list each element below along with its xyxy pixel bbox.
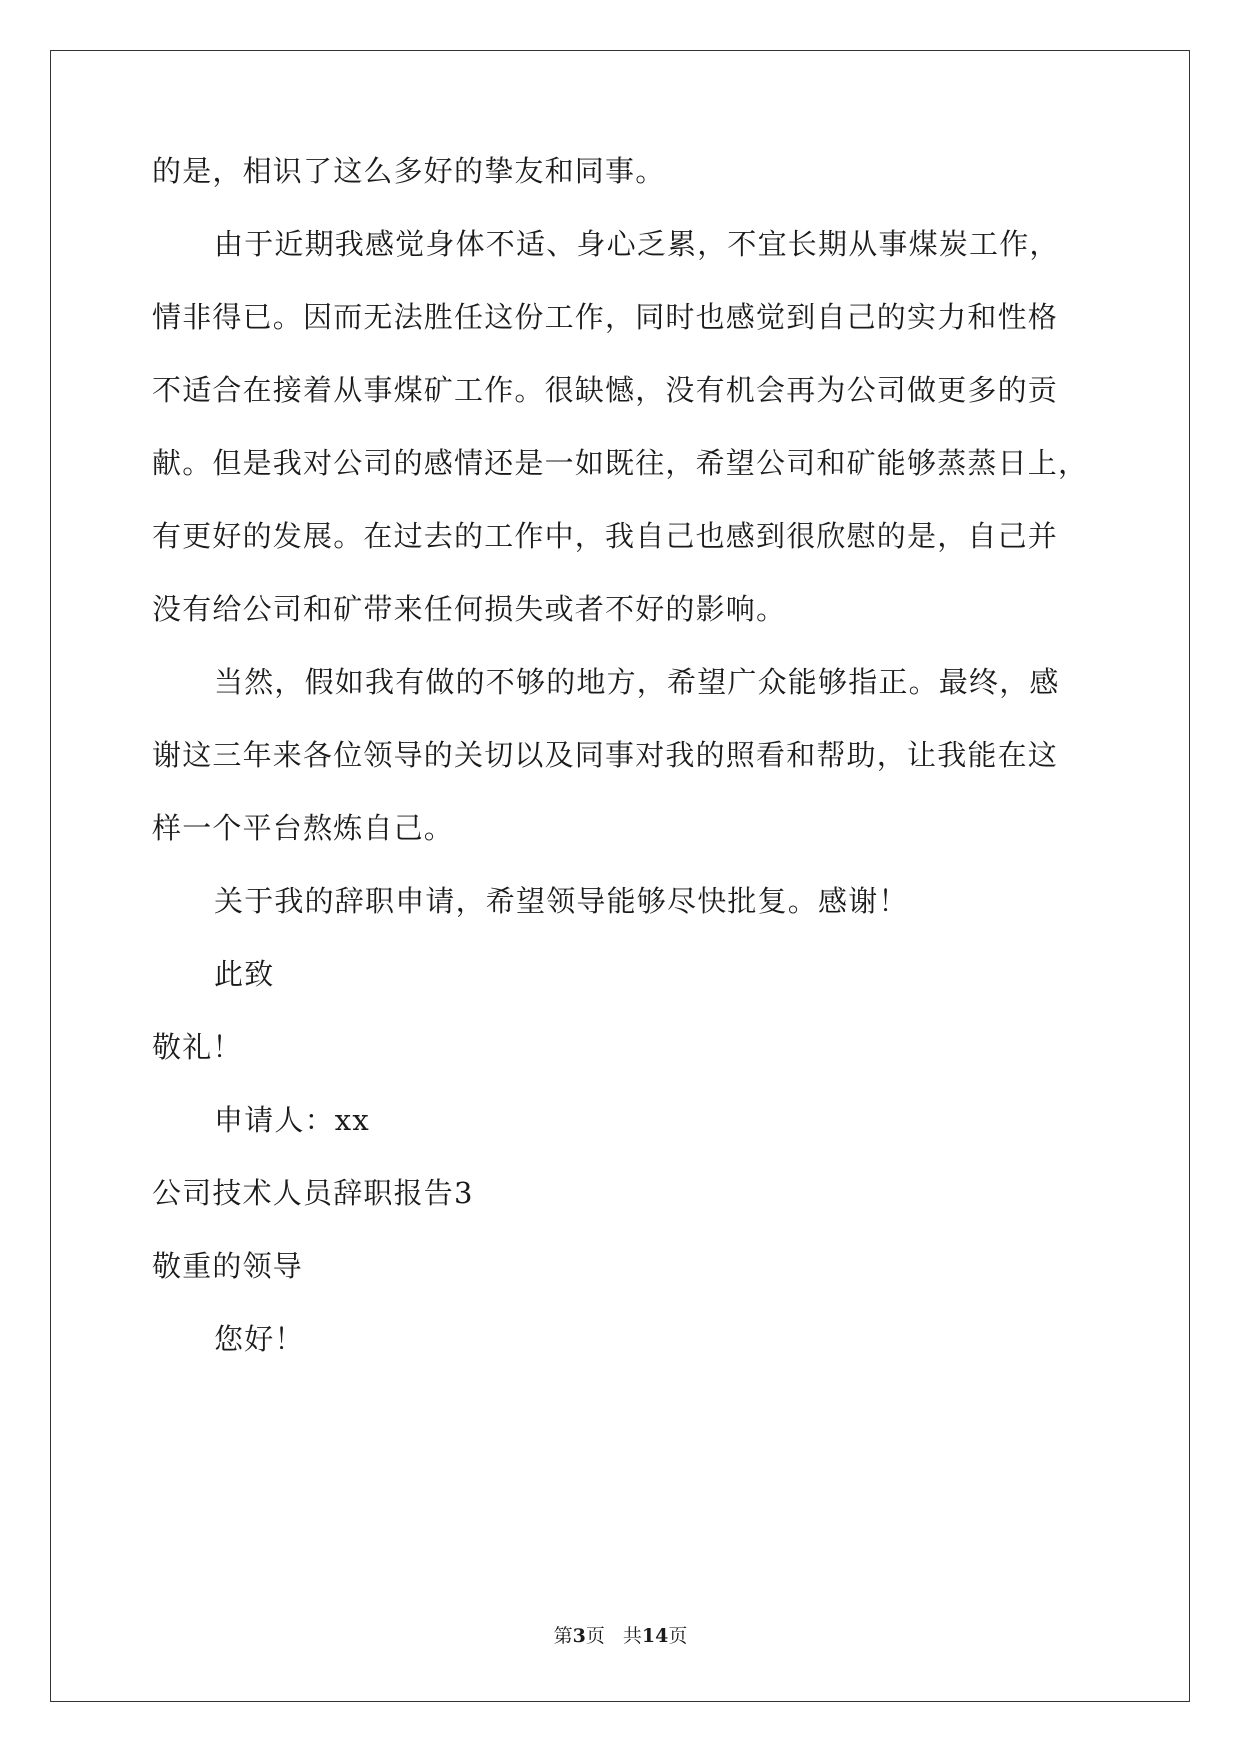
page-number: 3: [572, 1625, 586, 1647]
section-heading: 公司技术人员辞职报告3: [152, 1176, 474, 1210]
text-line: 关于我的辞职申请，希望领导能够尽快批复。感谢！: [214, 884, 909, 918]
text-line: 不适合在接着从事煤矿工作。很缺憾，没有机会再为公司做更多的贡: [152, 373, 1059, 407]
page-border: [50, 50, 1190, 1702]
page-prefix: 第: [553, 1625, 573, 1647]
text-line: 有更好的发展。在过去的工作中，我自己也感到很欣慰的是，自己并: [152, 519, 1059, 553]
text-line: 样一个平台熬炼自己。: [152, 811, 455, 845]
text-line: 当然，假如我有做的不够的地方，希望广众能够指正。最终，感: [214, 665, 1060, 699]
text-line: 没有给公司和矿带来任何损失或者不好的影响。: [152, 592, 787, 626]
text-line: 的是，相识了这么多好的挚友和同事。: [152, 154, 666, 188]
closing-salutation: 此致: [214, 957, 275, 991]
closing-regards: 敬礼！: [152, 1030, 243, 1064]
total-suffix: 页: [668, 1625, 688, 1647]
total-pages: 14: [641, 1625, 669, 1647]
letter-addressee: 敬重的领导: [152, 1249, 304, 1283]
page-suffix: 页: [585, 1625, 605, 1647]
text-line: 由于近期我感觉身体不适、身心乏累，不宜长期从事煤炭工作，: [214, 227, 1060, 261]
text-line: 献。但是我对公司的感情还是一如既往，希望公司和矿能够蒸蒸日上，: [152, 446, 1089, 480]
text-line: 谢这三年来各位领导的关切以及同事对我的照看和帮助，让我能在这: [152, 738, 1059, 772]
page-footer: [0, 1624, 1241, 1648]
letter-greeting: 您好！: [214, 1322, 305, 1356]
applicant-signature: 申请人：xx: [214, 1103, 370, 1137]
text-line: 情非得已。因而无法胜任这份工作，同时也感觉到自己的实力和性格: [152, 300, 1059, 334]
total-prefix: 共: [622, 1625, 642, 1647]
